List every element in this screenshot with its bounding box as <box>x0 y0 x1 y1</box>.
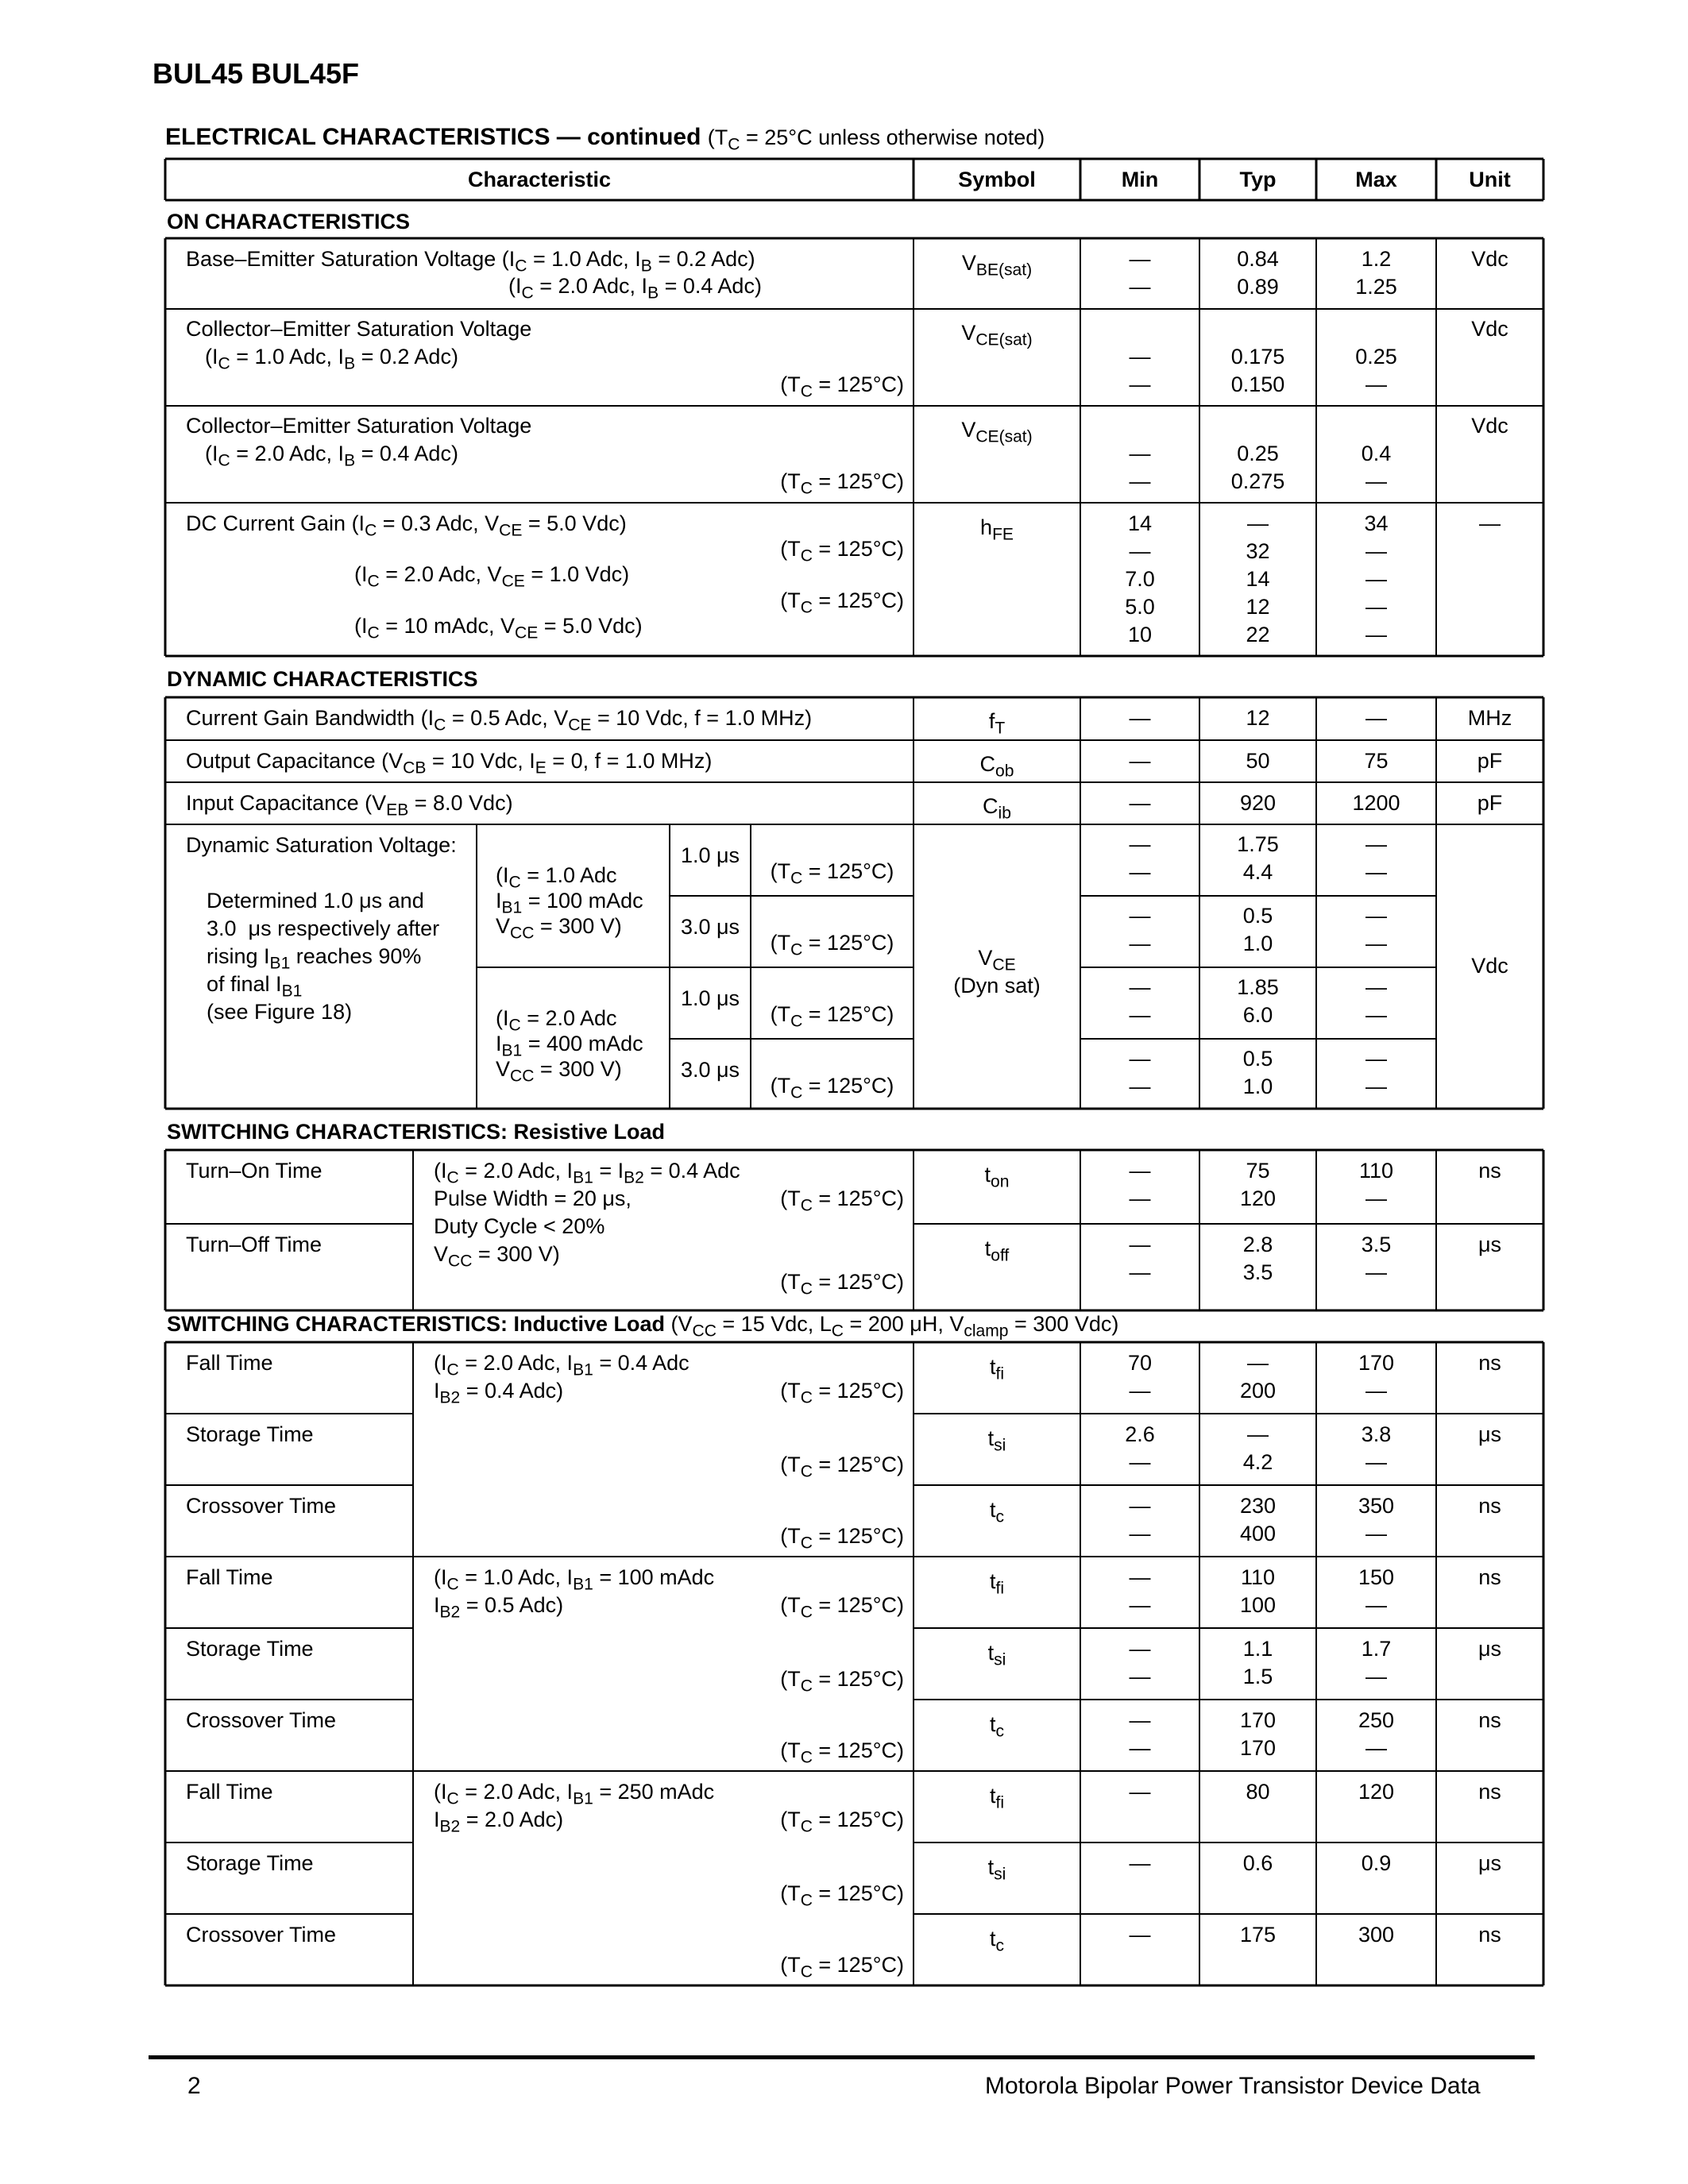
characteristic: Turn–Off Time <box>186 1233 323 1256</box>
max-value: — <box>1365 932 1387 955</box>
characteristic: Base–Emitter Saturation Voltage ($I_C = 1.0$ Adc, $I_B = 0.2$ Adc) <box>186 247 755 276</box>
min-value: — <box>1129 1450 1151 1474</box>
typ-value: 1.5 <box>1242 1665 1273 1688</box>
temp-condition: $(T_C = 125^\circ C)$ <box>770 1002 894 1031</box>
typ-value: 170 <box>1239 1708 1277 1732</box>
temp-condition: $(T_C = 125^\circ C)$ <box>780 1524 904 1553</box>
min-value: — <box>1129 372 1151 396</box>
min-value: — <box>1129 1637 1151 1661</box>
unit: μs <box>1477 1851 1502 1875</box>
typ-value: 200 <box>1239 1379 1277 1403</box>
min-value: — <box>1129 832 1151 856</box>
temp-condition: $(T_C = 125^\circ C)$ <box>780 1187 904 1215</box>
min-value: 5.0 <box>1125 595 1155 619</box>
typ-value: 0.275 <box>1230 469 1285 493</box>
min-value: — <box>1129 932 1151 955</box>
typ-value: 110 <box>1240 1565 1276 1589</box>
unit: MHz <box>1467 706 1512 730</box>
max-value: 150 <box>1358 1565 1395 1589</box>
max-value: — <box>1365 539 1387 563</box>
column-header: Min <box>1121 168 1159 191</box>
dyn-sat-label: 3.0 μs respectively after <box>207 916 440 940</box>
characteristic: Fall Time <box>186 1351 273 1375</box>
max-value: — <box>1365 469 1387 493</box>
min-value: — <box>1129 1159 1151 1183</box>
dyn-sat-label: of final $I_{B1}$ <box>207 972 303 1001</box>
symbol: $h_{FE}$ <box>980 515 1014 544</box>
max-value: — <box>1365 623 1387 646</box>
max-value: 1.25 <box>1355 275 1397 299</box>
typ-value: 1.85 <box>1237 975 1279 999</box>
typ-value: 120 <box>1239 1187 1277 1210</box>
min-value: — <box>1129 1187 1151 1210</box>
characteristic: Input Capacitance ($V_{EB} = 8.0$ Vdc) <box>186 791 513 820</box>
unit: pF <box>1477 791 1503 815</box>
unit: — <box>1479 511 1501 535</box>
res-condition: $V_{CC} = 300$ V) <box>434 1242 560 1271</box>
typ-value: 12 <box>1246 706 1270 730</box>
typ-value: 0.84 <box>1237 247 1279 271</box>
res-condition: ($I_C = 2.0$ Adc, $I_{B1} = I_{B2} = 0.4$ Adc <box>434 1159 740 1187</box>
ind-condition: $I_{B2} = 0.5$ Adc) <box>434 1593 564 1622</box>
min-value: — <box>1129 749 1151 773</box>
unit: μs <box>1477 1637 1502 1661</box>
typ-value: 0.5 <box>1242 904 1273 928</box>
symbol: $t_c$ <box>989 1927 1005 1955</box>
temp-condition: $(T_C = 125^\circ C)$ <box>770 1074 894 1102</box>
max-value: 250 <box>1358 1708 1395 1732</box>
typ-value: 400 <box>1239 1522 1277 1545</box>
section-sw-inductive: SWITCHING CHARACTERISTICS: Inductive Load ($V_{CC} = 15$ Vdc, $L_C = 200$ μH, $V_{clamp} = 300$ Vdc) <box>167 1312 1119 1341</box>
max-value: — <box>1365 372 1387 396</box>
min-value: 14 <box>1127 511 1153 535</box>
typ-value: — <box>1247 511 1269 535</box>
max-value: — <box>1365 1736 1387 1760</box>
characteristic: DC Current Gain ($I_C = 0.3$ Adc, $V_{CE} = 5.0$ Vdc) <box>186 511 627 540</box>
time-label: 3.0 μs <box>680 915 740 939</box>
time-label: 1.0 μs <box>680 843 740 867</box>
typ-value: 14 <box>1246 567 1270 591</box>
title-main: ELECTRICAL CHARACTERISTICS — continued <box>165 124 701 150</box>
unit: ns <box>1478 1494 1501 1518</box>
min-value: — <box>1129 860 1151 884</box>
unit: ns <box>1478 1565 1501 1589</box>
temp-condition: $(T_C = 125^\circ C)$ <box>780 1881 904 1910</box>
max-value: 350 <box>1358 1494 1395 1518</box>
characteristic: ($I_C = 1.0$ Adc, $I_B = 0.2$ Adc) <box>205 345 458 373</box>
temp-condition: $(T_C = 125^\circ C)$ <box>780 1808 904 1836</box>
typ-value: 75 <box>1246 1159 1270 1183</box>
min-value: — <box>1129 1780 1151 1804</box>
dyn-sat-condition: $I_{B1} = 400$ mAdc <box>496 1032 643 1060</box>
max-value: — <box>1365 1593 1387 1617</box>
symbol: $f_T$ <box>988 709 1006 738</box>
characteristic: Crossover Time <box>186 1923 337 1947</box>
temp-condition: $(T_C = 125^\circ C)$ <box>780 588 904 617</box>
characteristic: Turn–On Time <box>186 1159 323 1183</box>
typ-value: 1.1 <box>1242 1637 1273 1661</box>
symbol: $V_{CE(sat)}$ <box>961 321 1033 349</box>
max-value: 3.5 <box>1361 1233 1392 1256</box>
temp-condition: $(T_C = 125^\circ C)$ <box>780 1667 904 1696</box>
characteristic: ($I_C = 10$ mAdc, $V_{CE} = 5.0$ Vdc) <box>354 614 643 642</box>
column-header: Symbol <box>958 168 1036 191</box>
max-value: — <box>1365 860 1387 884</box>
publication-name: Motorola Bipolar Power Transistor Device Data <box>985 2073 1481 2099</box>
unit: Vdc <box>1471 414 1508 438</box>
symbol: $t_{off}$ <box>984 1237 1010 1265</box>
column-header: Characteristic <box>467 168 612 191</box>
max-value: — <box>1365 1450 1387 1474</box>
min-value: 10 <box>1127 623 1153 646</box>
max-value: 300 <box>1358 1923 1395 1947</box>
min-value: 70 <box>1127 1351 1153 1375</box>
characteristic: Fall Time <box>186 1780 273 1804</box>
typ-value: 175 <box>1239 1923 1277 1947</box>
characteristic: Storage Time <box>186 1851 314 1875</box>
symbol: (Dyn sat) <box>953 974 1041 997</box>
max-value: 3.8 <box>1361 1422 1392 1446</box>
symbol: $V_{CE(sat)}$ <box>961 418 1033 446</box>
temp-condition: $(T_C = 125^\circ C)$ <box>770 931 894 959</box>
unit: ns <box>1478 1708 1501 1732</box>
characteristic: Fall Time <box>186 1565 273 1589</box>
max-value: 75 <box>1364 749 1389 773</box>
temp-condition: $(T_C = 125^\circ C)$ <box>780 1593 904 1622</box>
typ-value: 1.75 <box>1237 832 1279 856</box>
max-value: — <box>1365 1665 1387 1688</box>
typ-value: 100 <box>1239 1593 1277 1617</box>
res-condition: Duty Cycle < 20% <box>434 1214 605 1238</box>
min-value: — <box>1129 706 1151 730</box>
unit: ns <box>1478 1159 1501 1183</box>
typ-value: 4.4 <box>1242 860 1273 884</box>
symbol: $t_{fi}$ <box>989 1355 1005 1383</box>
max-value: — <box>1365 1075 1387 1098</box>
temp-condition: $(T_C = 125^\circ C)$ <box>770 859 894 888</box>
max-value: 120 <box>1358 1780 1395 1804</box>
typ-value: 0.25 <box>1237 442 1279 465</box>
symbol: $t_{fi}$ <box>989 1784 1005 1812</box>
min-value: — <box>1129 1665 1151 1688</box>
characteristic: Storage Time <box>186 1422 314 1446</box>
section-dynamic: DYNAMIC CHARACTERISTICS <box>167 667 478 691</box>
typ-value: 230 <box>1239 1494 1277 1518</box>
characteristic: Collector–Emitter Saturation Voltage <box>186 317 532 341</box>
res-condition: Pulse Width = 20 μs, <box>434 1187 632 1210</box>
footer-rule <box>149 2055 1535 2059</box>
ind-condition: ($I_C = 1.0$ Adc, $I_{B1} = 100$ mAdc <box>434 1565 715 1594</box>
min-value: — <box>1129 275 1151 299</box>
temp-condition: $(T_C = 125^\circ C)$ <box>780 1453 904 1481</box>
max-value: — <box>1365 1522 1387 1545</box>
ind-condition: ($I_C = 2.0$ Adc, $I_{B1} = 0.4$ Adc <box>434 1351 689 1379</box>
characteristic: ($I_C = 2.0$ Adc, $I_B = 0.4$ Adc) <box>205 442 458 470</box>
max-value: 34 <box>1364 511 1389 535</box>
temp-condition: $(T_C = 125^\circ C)$ <box>780 1738 904 1767</box>
max-value: 1.2 <box>1361 247 1392 271</box>
symbol: $t_{si}$ <box>987 1426 1006 1455</box>
min-value: — <box>1129 1708 1151 1732</box>
dyn-sat-condition: $I_{B1} = 100$ mAdc <box>496 889 643 917</box>
section-sw-resistive: SWITCHING CHARACTERISTICS: Resistive Load <box>167 1120 666 1144</box>
symbol: $C_{ib}$ <box>983 794 1011 823</box>
unit: μs <box>1477 1422 1502 1446</box>
typ-value: 22 <box>1246 623 1270 646</box>
unit: ns <box>1478 1923 1501 1947</box>
unit: ns <box>1478 1351 1501 1375</box>
typ-value: 0.6 <box>1242 1851 1273 1875</box>
min-value: — <box>1129 1047 1151 1071</box>
typ-value: — <box>1247 1422 1269 1446</box>
min-value: — <box>1129 791 1151 815</box>
temp-condition: $(T_C = 125^\circ C)$ <box>780 1953 904 1981</box>
max-value: — <box>1365 567 1387 591</box>
column-header: Typ <box>1239 168 1277 191</box>
typ-value: 0.89 <box>1237 275 1279 299</box>
max-value: 170 <box>1358 1351 1395 1375</box>
unit: Vdc <box>1471 954 1508 978</box>
symbol: $t_{on}$ <box>984 1163 1010 1191</box>
typ-value: 4.2 <box>1242 1450 1273 1474</box>
min-value: — <box>1129 1851 1151 1875</box>
section-on: ON CHARACTERISTICS <box>167 210 411 233</box>
unit: Vdc <box>1471 247 1508 271</box>
part-number: BUL45 BUL45F <box>153 57 360 90</box>
characteristic: Storage Time <box>186 1637 314 1661</box>
characteristic: Crossover Time <box>186 1708 337 1732</box>
max-value: — <box>1365 975 1387 999</box>
symbol: $V_{BE(sat)}$ <box>961 251 1033 280</box>
dyn-sat-label: Dynamic Saturation Voltage: <box>186 833 457 857</box>
typ-value: 50 <box>1246 749 1270 773</box>
temp-condition: $(T_C = 125^\circ C)$ <box>780 537 904 565</box>
characteristic: Collector–Emitter Saturation Voltage <box>186 414 532 438</box>
unit: Vdc <box>1471 317 1508 341</box>
temp-condition: $(T_C = 125^\circ C)$ <box>780 469 904 498</box>
time-label: 1.0 μs <box>680 986 740 1010</box>
typ-value: 12 <box>1246 595 1270 619</box>
min-value: — <box>1129 247 1151 271</box>
unit: μs <box>1477 1233 1502 1256</box>
min-value: — <box>1129 1260 1151 1284</box>
max-value: — <box>1365 1047 1387 1071</box>
typ-value: 0.5 <box>1242 1047 1273 1071</box>
symbol: $t_c$ <box>989 1712 1005 1741</box>
page-number: 2 <box>187 2073 201 2099</box>
typ-value: 170 <box>1239 1736 1277 1760</box>
dyn-sat-label: rising $I_{B1}$ reaches 90% <box>207 944 422 973</box>
max-value: 0.4 <box>1361 442 1392 465</box>
unit: pF <box>1477 749 1503 773</box>
symbol: $t_{fi}$ <box>989 1569 1005 1598</box>
max-value: 1200 <box>1352 791 1400 815</box>
max-value: — <box>1365 1003 1387 1027</box>
dyn-sat-label: (see Figure 18) <box>207 1000 353 1024</box>
min-value: — <box>1129 1736 1151 1760</box>
min-value: — <box>1129 975 1151 999</box>
dyn-sat-condition: ($I_C = 1.0$ Adc <box>496 863 617 892</box>
typ-value: 1.0 <box>1242 932 1273 955</box>
max-value: — <box>1365 595 1387 619</box>
ind-condition: ($I_C = 2.0$ Adc, $I_{B1} = 250$ mAdc <box>434 1780 715 1808</box>
typ-value: 80 <box>1246 1780 1270 1804</box>
min-value: — <box>1129 1075 1151 1098</box>
min-value: 7.0 <box>1125 567 1155 591</box>
typ-value: 920 <box>1239 791 1277 815</box>
symbol: $t_c$ <box>989 1498 1005 1526</box>
min-value: — <box>1129 1494 1151 1518</box>
dyn-sat-condition: ($I_C = 2.0$ Adc <box>496 1006 617 1035</box>
dyn-sat-condition: $V_{CC} = 300$ V) <box>496 914 622 943</box>
max-value: — <box>1365 706 1387 730</box>
symbol: $V_{CE}$ <box>978 946 1016 974</box>
max-value: — <box>1365 1379 1387 1403</box>
unit: ns <box>1478 1780 1501 1804</box>
min-value: — <box>1129 1233 1151 1256</box>
min-value: 2.6 <box>1125 1422 1155 1446</box>
dyn-sat-label: Determined 1.0 μs and <box>207 889 424 913</box>
min-value: — <box>1129 904 1151 928</box>
max-value: — <box>1365 1260 1387 1284</box>
min-value: — <box>1129 469 1151 493</box>
max-value: 0.25 <box>1355 345 1397 369</box>
column-header: Max <box>1355 168 1397 191</box>
symbol: $t_{si}$ <box>987 1641 1006 1669</box>
min-value: — <box>1129 1565 1151 1589</box>
max-value: — <box>1365 1187 1387 1210</box>
typ-value: 6.0 <box>1242 1003 1273 1027</box>
title-condition: ($T_C = 25^\circ C$ unless otherwise noted) <box>707 125 1045 154</box>
min-value: — <box>1129 1003 1151 1027</box>
min-value: — <box>1129 442 1151 465</box>
min-value: — <box>1129 1522 1151 1545</box>
temp-condition: $(T_C = 125^\circ C)$ <box>780 1270 904 1298</box>
min-value: — <box>1129 1593 1151 1617</box>
max-value: 0.9 <box>1361 1851 1392 1875</box>
max-value: — <box>1365 832 1387 856</box>
symbol: $t_{si}$ <box>987 1855 1006 1884</box>
typ-value: — <box>1247 1351 1269 1375</box>
typ-value: 32 <box>1246 539 1270 563</box>
ind-condition: $I_{B2} = 0.4$ Adc) <box>434 1379 564 1407</box>
typ-value: 3.5 <box>1242 1260 1273 1284</box>
max-value: — <box>1365 904 1387 928</box>
min-value: — <box>1129 539 1151 563</box>
temp-condition: $(T_C = 125^\circ C)$ <box>780 1379 904 1407</box>
time-label: 3.0 μs <box>680 1058 740 1082</box>
typ-value: 0.150 <box>1230 372 1285 396</box>
typ-value: 2.8 <box>1242 1233 1273 1256</box>
characteristic: ($I_C = 2.0$ Adc, $I_B = 0.4$ Adc) <box>508 274 762 303</box>
typ-value: 1.0 <box>1242 1075 1273 1098</box>
column-header: Unit <box>1469 168 1511 191</box>
characteristic: ($I_C = 2.0$ Adc, $V_{CE} = 1.0$ Vdc) <box>354 562 630 591</box>
min-value: — <box>1129 345 1151 369</box>
symbol: $C_{ob}$ <box>979 752 1014 781</box>
temp-condition: $(T_C = 125^\circ C)$ <box>780 372 904 401</box>
typ-value: 0.175 <box>1230 345 1285 369</box>
dyn-sat-condition: $V_{CC} = 300$ V) <box>496 1057 622 1086</box>
max-value: 110 <box>1358 1159 1394 1183</box>
max-value: 1.7 <box>1361 1637 1392 1661</box>
min-value: — <box>1129 1379 1151 1403</box>
characteristic: Crossover Time <box>186 1494 337 1518</box>
min-value: — <box>1129 1923 1151 1947</box>
ind-condition: $I_{B2} = 2.0$ Adc) <box>434 1808 564 1836</box>
characteristic: Current Gain Bandwidth ($I_C = 0.5$ Adc, $V_{CE} = 10$ Vdc, f = 1.0 MHz) <box>186 706 813 735</box>
characteristic: Output Capacitance ($V_{CB} = 10$ Vdc, $I_E = 0$, f = 1.0 MHz) <box>186 749 713 778</box>
